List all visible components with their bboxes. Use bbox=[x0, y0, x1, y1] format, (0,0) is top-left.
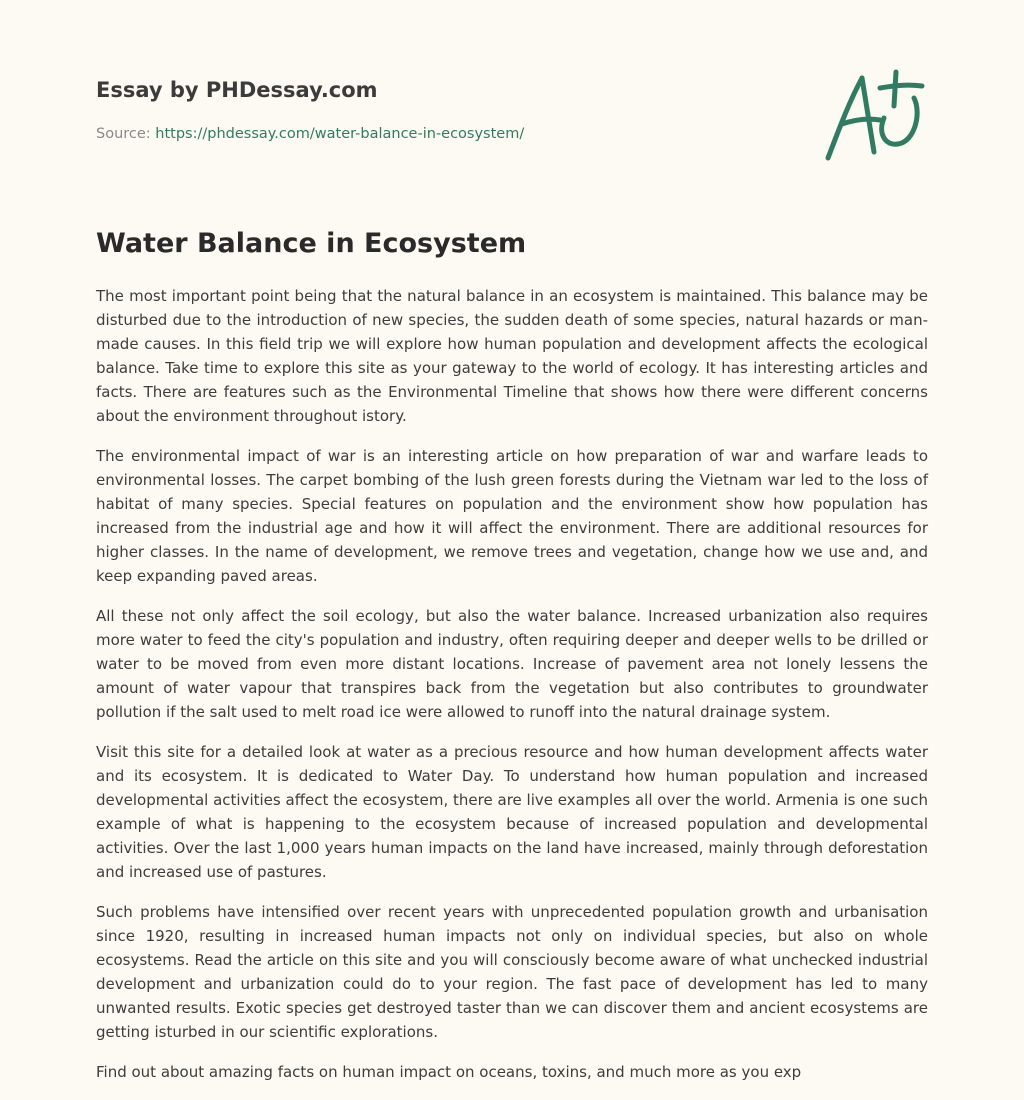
essay-title: Water Balance in Ecosystem bbox=[96, 228, 527, 259]
brand-title: Essay by PHDessay.com bbox=[96, 78, 378, 102]
essay-paragraph: The most important point being that the natural balance in an ecosystem is maintained. This balance may be disturbed due to the introduction of new species, the sudden death of some species, natural hazards or man-made causes. In this field trip we will explore how human population and development affects the ecological balance. Take time to explore this site as your gateway to the world of ecology. It has interesting articles and facts. There are features such as the Environmental Timeline that shows how there were different concerns about the environment throughout istory. bbox=[96, 287, 928, 425]
essay-paragraph: Visit this site for a detailed look at water as a precious resource and how human development affects water and its ecosystem. It is dedicated to Water Day. To understand how human population and increased developmental activities affect the ecosystem, there are live examples all over the world. Armenia is one such example of what is happening to the ecosystem because of increased population and developmental activities. Over the last 1,000 years human impacts on the land have increased, mainly through deforestation and increased use of pastures. bbox=[96, 743, 928, 881]
source-line bbox=[96, 124, 696, 144]
source-link[interactable]: https://phdessay.com/water-balance-in-ecosystem/ bbox=[155, 126, 525, 142]
essay-paragraph: All these not only affect the soil ecology, but also the water balance. Increased urbanization also requires more water to feed the city's population and industry, often requiring deeper and deeper wells to be drilled or water to be moved from even more distant locations. Increase of pavement area not lonely lessens the amount of water vapour that transpires back from the vegetation but also contributes to groundwater pollution if the salt used to melt road ice were allowed to runoff into the natural drainage system. bbox=[96, 607, 928, 721]
essay-paragraph: Find out about amazing facts on human impact on oceans, toxins, and much more as you exp bbox=[96, 1063, 802, 1081]
essay-body bbox=[96, 284, 928, 1100]
essay-paragraph: Such problems have intensified over recent years with unprecedented population growth and urbanisation since 1920, resulting in increased human impacts not only on individual species, but also on whole ecosystems. Read the article on this site and you will consciously become aware of what unchecked industrial development and urbanization could do to your region. The fast pace of development has led to many unwanted results. Exotic species get destroyed taster than we can discover them and ancient ecosystems are getting isturbed in our scientific explorations. bbox=[96, 903, 928, 1041]
source-label: Source: bbox=[96, 126, 156, 142]
page-header bbox=[96, 76, 696, 144]
essay-paragraph: The environmental impact of war is an interesting article on how preparation of war and warfare leads to environmental losses. The carpet bombing of the lush green forests during the Vietnam war led to the loss of habitat of many species. Special features on population and the environment show how population has increased from the industrial age and how it will affect the environment. There are additional resources for higher classes. In the name of development, we remove trees and vegetation, change how we use and, and keep expanding paved areas. bbox=[96, 447, 928, 585]
a-plus-grade-icon bbox=[818, 66, 930, 166]
